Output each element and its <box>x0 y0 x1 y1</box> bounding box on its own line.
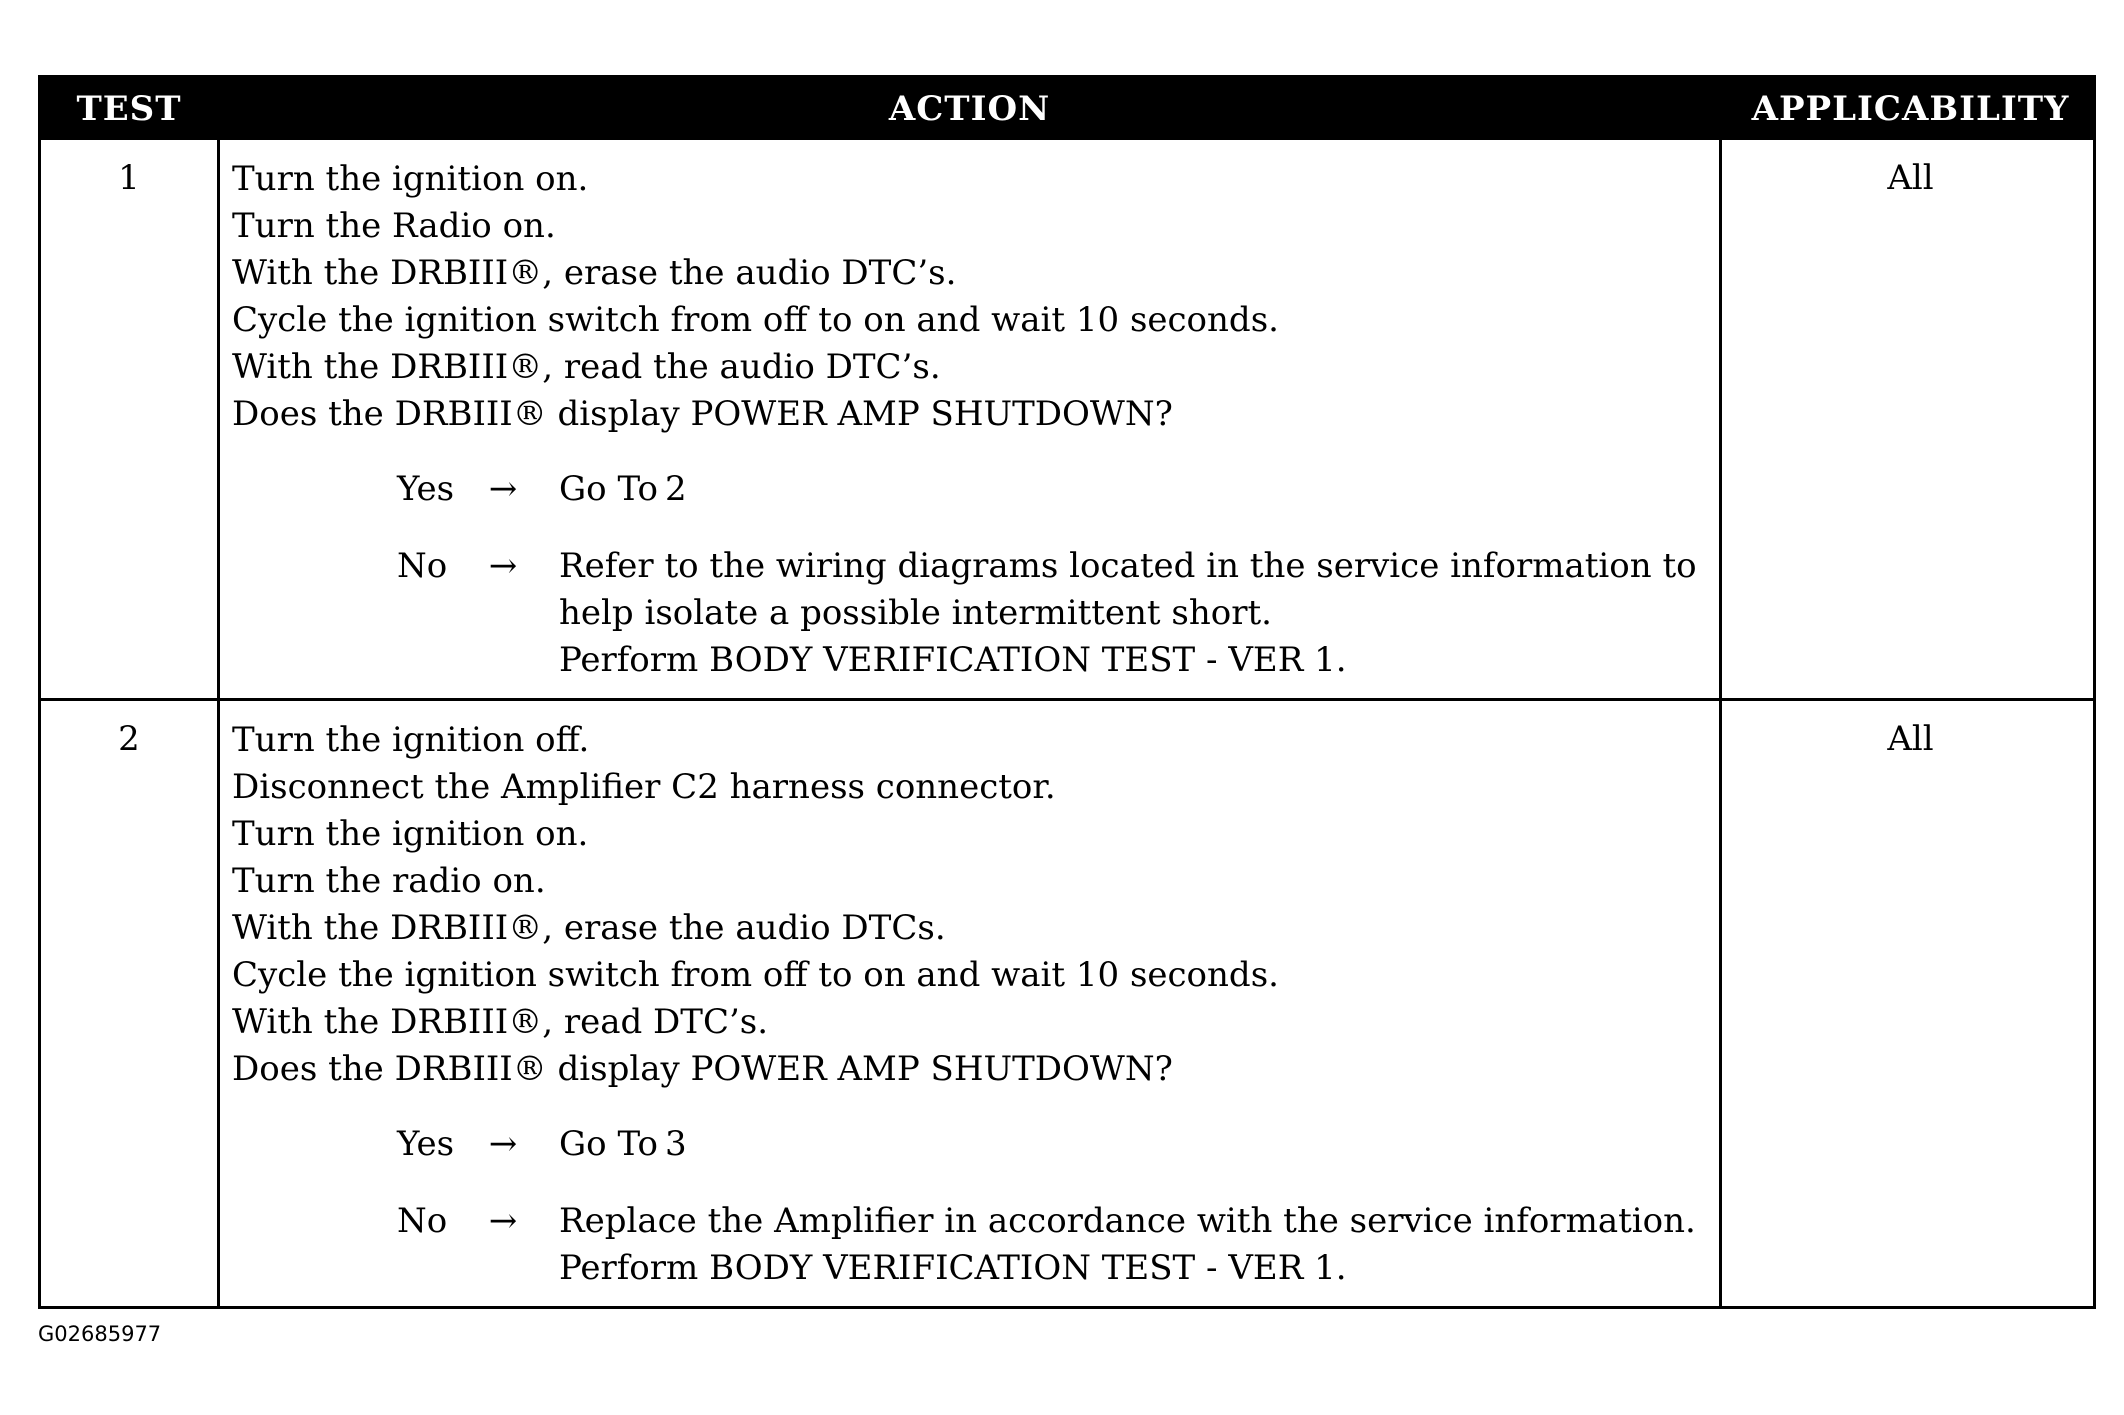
step-text: With the DRBIII®, erase the audio DTC’s. <box>232 253 957 293</box>
step-text: Cycle the ignition switch from off to on and wait 10 seconds. <box>232 955 1279 995</box>
step-text: Turn the ignition off. <box>232 720 590 760</box>
answer-yes <box>232 466 1709 513</box>
action-cell <box>217 140 1722 698</box>
step-text: Turn the ignition on. <box>232 814 589 854</box>
answers <box>232 1121 1709 1292</box>
answers <box>232 466 1709 684</box>
header-applicability: APPLICABILITY <box>1751 89 2070 129</box>
goto-label: Go To <box>559 1124 658 1164</box>
no-line: Replace the Amplifier in accordance with the service information. <box>559 1201 1696 1241</box>
step-text: With the DRBIII®, erase the audio DTCs. <box>232 908 946 948</box>
answer-no <box>232 543 1709 684</box>
no-line: Perform BODY VERIFICATION TEST - VER 1. <box>559 640 1347 680</box>
step-text: Cycle the ignition switch from off to on and wait 10 seconds. <box>232 300 1279 340</box>
step-text: Turn the radio on. <box>232 861 546 901</box>
answer-yes <box>232 1121 1709 1168</box>
applicability-value: All <box>1887 719 1934 759</box>
table-row <box>41 140 2093 698</box>
arrow-icon: → <box>488 1124 518 1164</box>
yes-label: Yes <box>397 1124 455 1164</box>
action-cell <box>217 701 1722 1306</box>
no-line: Refer to the wiring diagrams located in the service information to <box>559 546 1697 586</box>
arrow-icon: → <box>488 1201 518 1241</box>
figure-id: G02685977 <box>38 1322 162 1346</box>
table-row <box>41 698 2093 1306</box>
no-text <box>533 543 1709 684</box>
step-text: Does the DRBIII® display POWER AMP SHUTDOWN? <box>232 394 1173 434</box>
no-label: No <box>397 1201 448 1241</box>
arrow-icon: → <box>488 469 518 509</box>
header-test: TEST <box>76 89 182 129</box>
no-text <box>533 1198 1709 1292</box>
arrow-icon: → <box>488 546 518 586</box>
goto-target: 2 <box>665 469 687 509</box>
step-text: Disconnect the Amplifier C2 harness connector. <box>232 767 1056 807</box>
goto-label: Go To <box>559 469 658 509</box>
step-text: Does the DRBIII® display POWER AMP SHUTDOWN? <box>232 1049 1173 1089</box>
step-text: Turn the ignition on. <box>232 159 589 199</box>
test-number: 1 <box>118 158 140 198</box>
diagnostic-test-table <box>38 75 2096 1309</box>
step-text: With the DRBIII®, read the audio DTC’s. <box>232 347 941 387</box>
no-line: help isolate a possible intermittent short. <box>559 593 1272 633</box>
step-text: Turn the Radio on. <box>232 206 556 246</box>
applicability-value: All <box>1887 158 1934 198</box>
test-number: 2 <box>118 719 140 759</box>
yes-label: Yes <box>397 469 455 509</box>
goto-target: 3 <box>665 1124 687 1164</box>
header-action: ACTION <box>888 89 1051 129</box>
no-line: Perform BODY VERIFICATION TEST - VER 1. <box>559 1248 1347 1288</box>
table-header <box>41 78 2093 140</box>
answer-no <box>232 1198 1709 1292</box>
step-text: With the DRBIII®, read DTC’s. <box>232 1002 769 1042</box>
no-label: No <box>397 546 448 586</box>
